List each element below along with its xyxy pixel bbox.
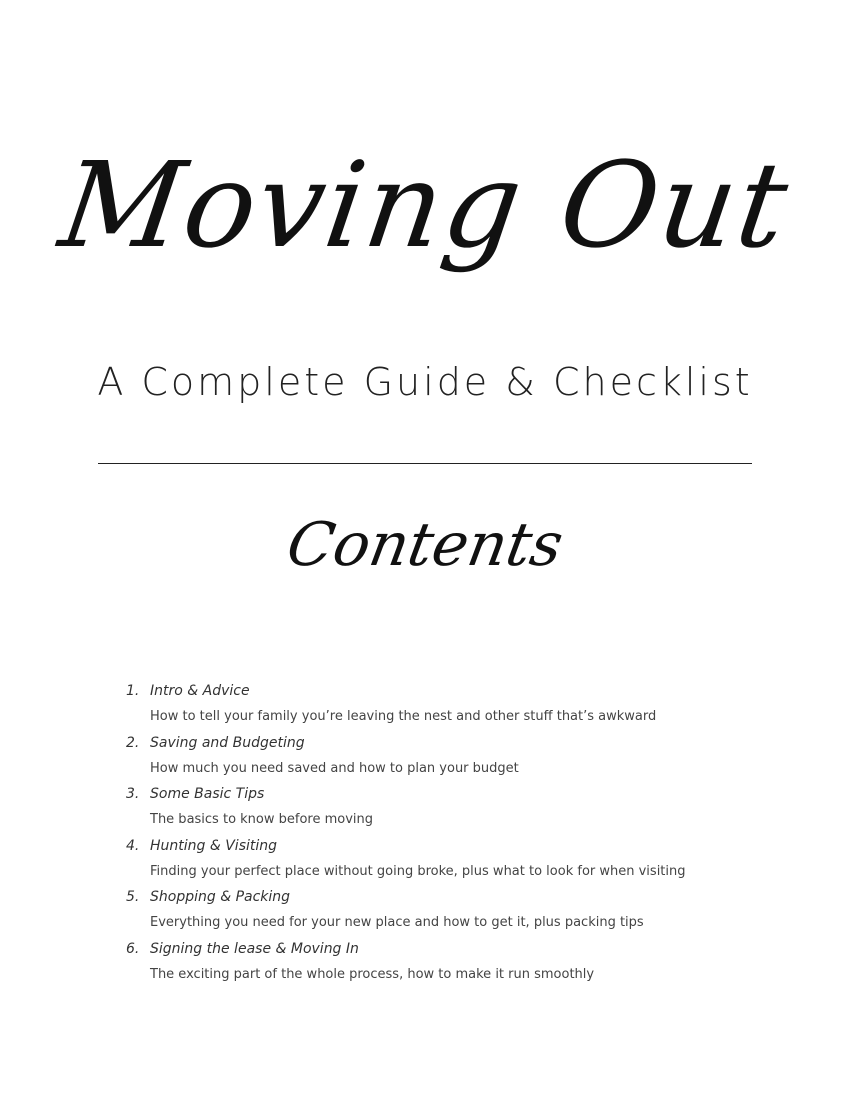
toc-description: How much you need saved and how to plan your budget	[150, 760, 519, 776]
toc-title: Saving and Budgeting	[150, 734, 305, 751]
toc-number: 5.	[126, 889, 140, 906]
toc-description: Everything you need for your new place and how to get it, plus packing tips	[150, 915, 644, 931]
toc-number: 1.	[126, 683, 140, 699]
toc-title: Signing the lease & Moving In	[150, 940, 359, 957]
toc-title: Some Basic Tips	[150, 786, 265, 803]
toc-description: Finding your perfect place without going broke, plus what to look for when visiting	[150, 863, 686, 879]
toc-number: 6.	[126, 940, 140, 957]
toc-number: 2.	[126, 734, 140, 751]
toc-description: The basics to know before moving	[150, 812, 374, 828]
contents-heading: Contents	[281, 510, 569, 580]
document-title: Moving Out	[52, 136, 798, 274]
toc-number: 4.	[126, 837, 140, 854]
divider	[98, 463, 752, 464]
toc-description: How to tell your family you’re leaving the nest and other stuff that’s awkward	[150, 709, 657, 724]
toc-number: 3.	[126, 786, 140, 803]
toc-description: The exciting part of the whole process, how to make it run smoothly	[150, 966, 595, 982]
toc-title: Intro & Advice	[150, 683, 250, 699]
toc-title: Shopping & Packing	[150, 889, 291, 906]
toc-title: Hunting & Visiting	[150, 837, 278, 854]
document-subtitle: A Complete Guide & Checklist	[97, 360, 753, 404]
